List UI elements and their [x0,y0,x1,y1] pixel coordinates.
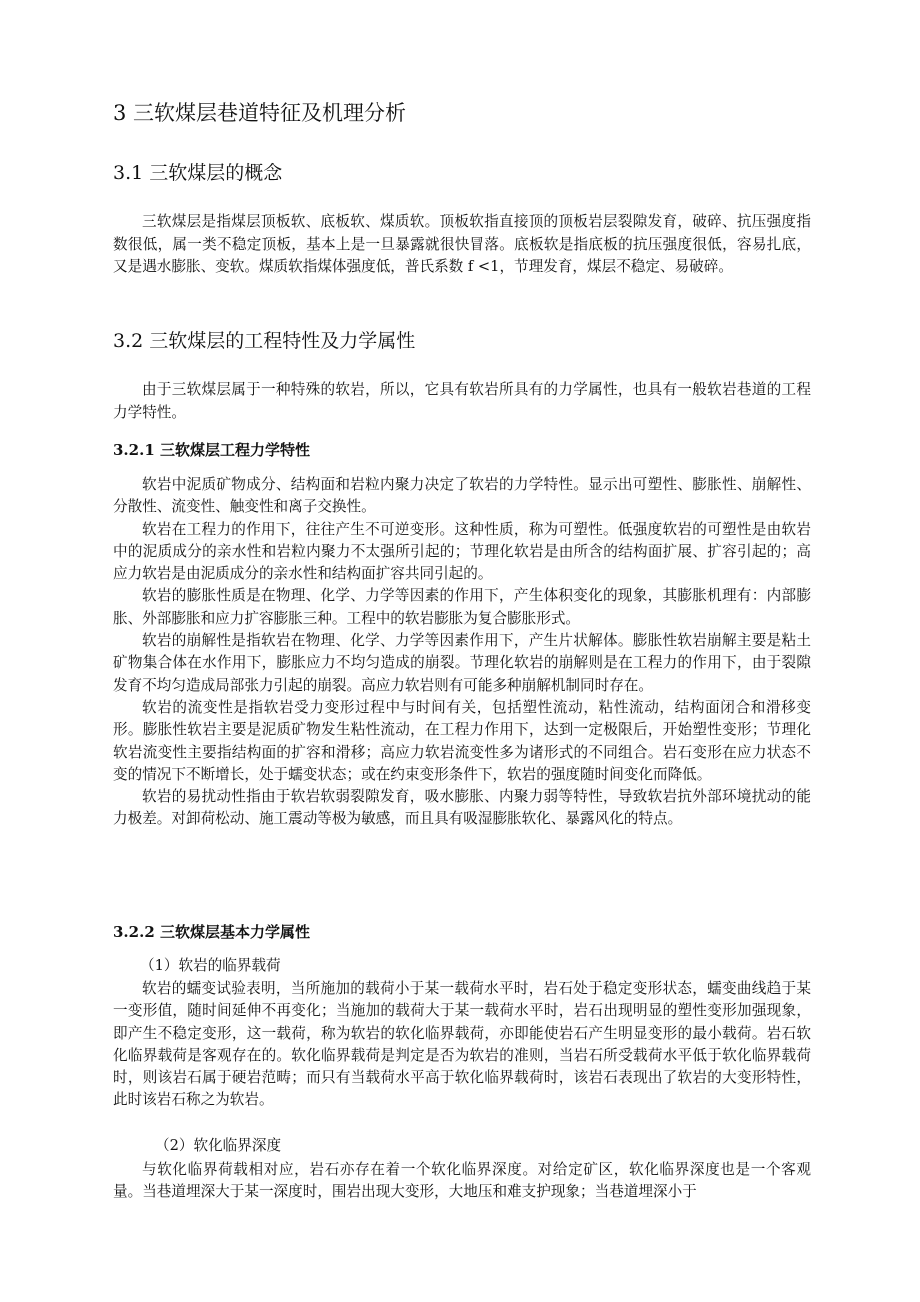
section-3-1-heading: 3.1 三软煤层的概念 [113,162,283,184]
paragraph-mechanical-properties: 软岩中泥质矿物成分、结构面和岩粒内聚力决定了软岩的力学特性。显示出可塑性、膨胀性、崩解性、分散性、流变性、触变性和离子交换性。 [113,476,811,516]
item-2-body [113,1159,811,1204]
section-3-2-heading: 3.2 三软煤层的工程特性及力学属性 [113,330,416,352]
section-3-1-paragraph: 三软煤层是指煤层顶板软、底板软、煤质软。顶板软指直接顶的顶板岩层裂隙发育，破碎、抗压强度指数很低，属一类不稳定顶板，基本上是一旦暴露就很快冒落。底板软是指底板的抗压强度很低，容易扎底，又是遇水膨胀、变软。煤质软指煤体强度低，普氏系数 f <1，节理发育，煤层不稳定、易破碎。 [113,213,811,275]
item-1-body [113,978,811,1112]
paragraph-plasticity: 软岩在工程力的作用下，往往产生不可逆变形。这种性质，称为可塑性。低强度软岩的可塑性是由软岩中的泥质成分的亲水性和岩粒内聚力不太强所引起的；节理化软岩是由所含的结构面扩展、扩容引起的；高应力软岩是由泥质成分的亲水性和结构面扩容共同引起的。 [113,520,811,583]
item-2-paragraph: 与软化临界荷载相对应，岩石亦存在着一个软化临界深度。对给定矿区，软化临界深度也是一个客观量。当巷道埋深大于某一深度时，围岩出现大变形，大地压和难支护现象；当巷道埋深小于 [113,1161,811,1201]
section-3-2-paragraph: 由于三软煤层属于一种特殊的软岩，所以，它具有软岩所具有的力学属性，也具有一般软岩巷道的工程力学特性。 [113,381,811,421]
chapter-title: 3 三软煤层巷道特征及机理分析 [113,101,407,125]
paragraph-rheology: 软岩的流变性是指软岩受力变形过程中与时间有关，包括塑性流动，粘性流动，结构面闭合和滑移变形。膨胀性软岩主要是泥质矿物发生粘性流动，在工程力作用下，达到一定极限后，开始塑性变形；节理化软岩流变性主要指结构面的扩容和滑移；高应力软岩流变性多为诸形式的不同组合。岩石变形在应力状态不变的情况下不断增长，处于蠕变状态；或在约束变形条件下，软岩的强度随时间变化而降低。 [113,698,811,783]
subsection-3-2-1-body [113,474,811,831]
paragraph-disintegration: 软岩的崩解性是指软岩在物理、化学、力学等因素作用下，产生片状解体。膨胀性软岩崩解主要是粘土矿物集合体在水作用下，膨胀应力不均匀造成的崩裂。节理化软岩的崩解则是在工程力的作用下，由于裂隙发育不均匀造成局部张力引起的崩裂。高应力软岩则有可能多种崩解机制同时存在。 [113,632,811,694]
section-3-2-body [113,379,811,424]
section-3-1-body [113,211,811,279]
paragraph-swelling: 软岩的膨胀性质是在物理、化学、力学等因素的作用下，产生体积变化的现象，其膨胀机理有：内部膨胀、外部膨胀和应力扩容膨胀三种。工程中的软岩膨胀为复合膨胀形式。 [113,587,811,627]
paragraph-disturbance: 软岩的易扰动性指由于软岩软弱裂隙发育，吸水膨胀、内聚力弱等特性，导致软岩抗外部环境扰动的能力极差。对卸荷松动、施工震动等极为敏感，而且具有吸湿膨胀软化、暴露风化的特点。 [113,788,811,828]
item-2-label: （2）软化临界深度 [155,1137,282,1154]
subsection-3-2-1-heading: 3.2.1 三软煤层工程力学特性 [113,441,310,459]
subsection-3-2-2-heading: 3.2.2 三软煤层基本力学属性 [113,923,310,941]
item-1-label: （1）软岩的临界载荷 [140,957,281,974]
item-1-paragraph: 软岩的蠕变试验表明，当所施加的载荷小于某一载荷水平时，岩石处于稳定变形状态，蠕变曲线趋于某一变形值，随时间延伸不再变化；当施加的载荷大于某一载荷水平时，岩石出现明显的塑性变形加强现象，即产生不稳定变形，这一载荷，称为软岩的软化临界载荷，亦即能使岩石产生明显变形的最小载荷。岩石软化临界载荷是客观存在的。软化临界载荷是判定是否为软岩的准则，当岩石所受载荷水平低于软化临界载荷时，则该岩石属于硬岩范畴；而只有当载荷水平高于软化临界载荷时，该岩石表现出了软岩的大变形特性，此时该岩石称之为软岩。 [113,980,811,1109]
